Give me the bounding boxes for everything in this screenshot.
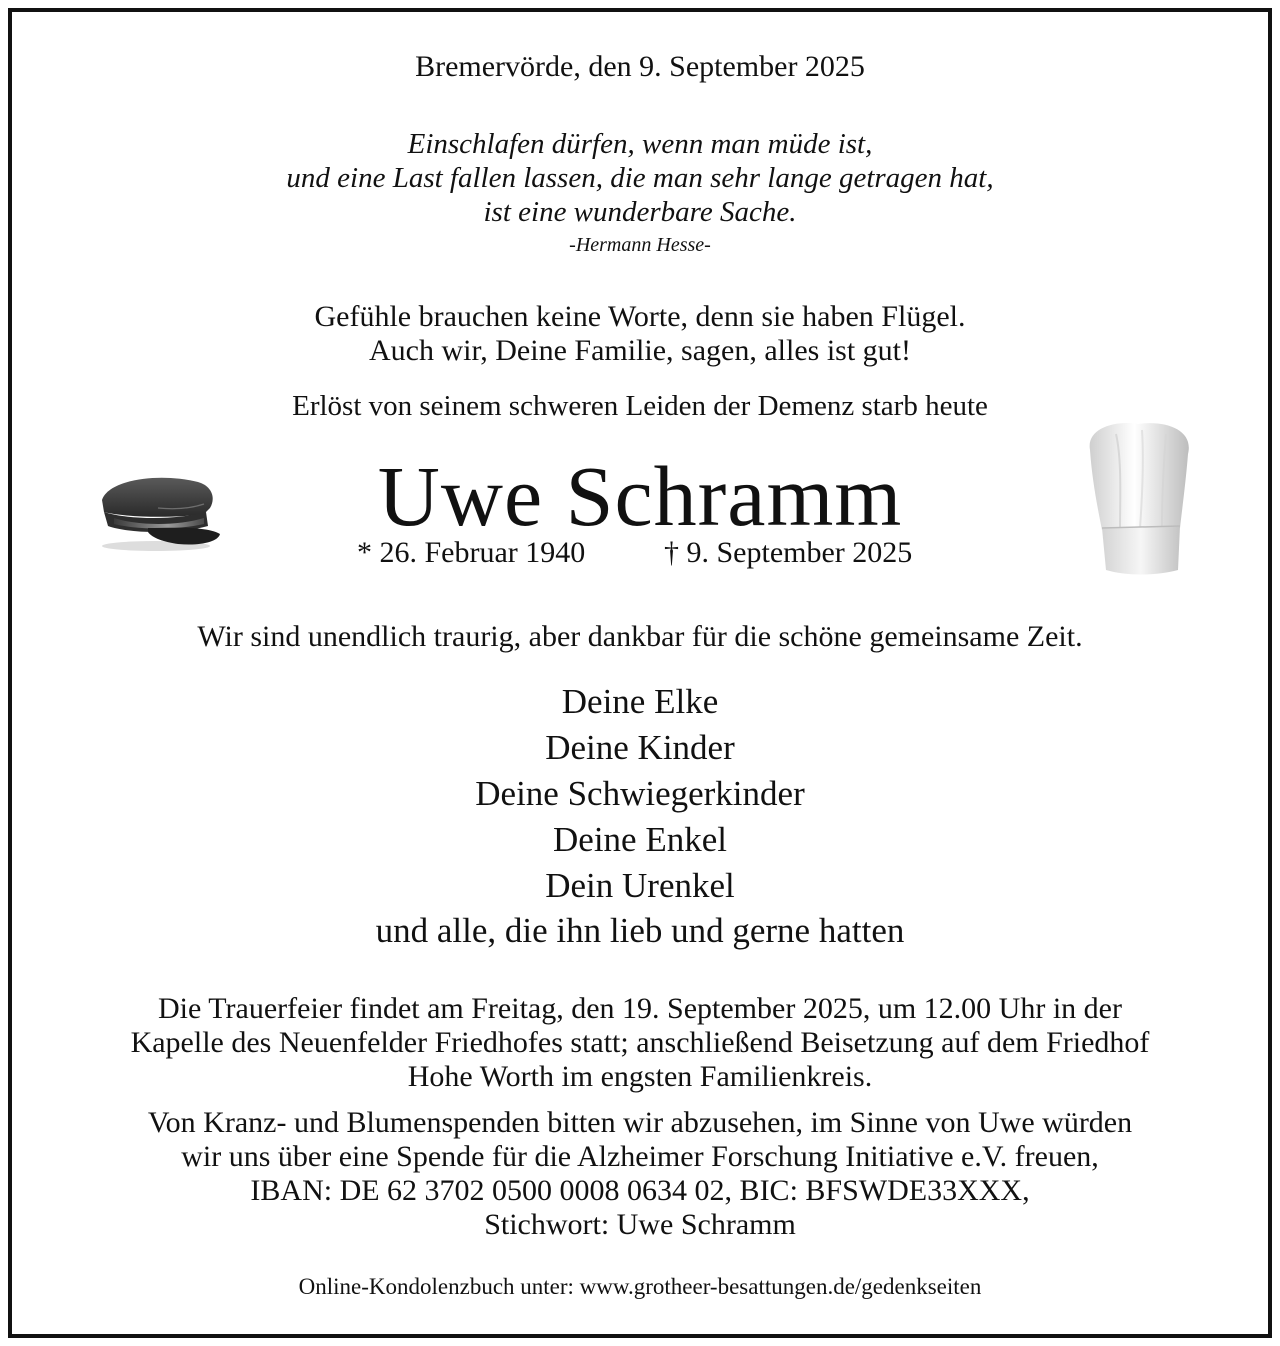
chef-hat-icon <box>1076 420 1200 578</box>
feelings-line-2: Auch wir, Deine Familie, sagen, alles ist gut! <box>368 334 911 367</box>
mourner-line: Deine Enkel <box>553 820 727 859</box>
death-intro: Erlöst von seinem schweren Leiden der Demenz starb heute <box>292 390 988 422</box>
birth-date: * 26. Februar 1940 <box>357 536 586 569</box>
deceased-name: Uwe Schramm <box>377 448 903 544</box>
donation-line-3: IBAN: DE 62 3702 0500 0008 0634 02, BIC: BFSWDE33XXX, <box>250 1174 1030 1207</box>
thanks-line: Wir sind unendlich traurig, aber dankbar für die schöne gemeinsame Zeit. <box>197 620 1083 653</box>
mourner-line: und alle, die ihn lieb und gerne hatten <box>375 911 905 950</box>
obituary-notice <box>8 8 1272 1338</box>
ceremony-line-1: Die Trauerfeier findet am Freitag, den 19. September 2025, um 12.00 Uhr in der <box>158 992 1122 1025</box>
mourner-line: Deine Schwiegerkinder <box>475 774 805 813</box>
feelings-line-1: Gefühle brauchen keine Worte, denn sie haben Flügel. <box>314 300 966 333</box>
ceremony-line-3: Hohe Worth im engsten Familienkreis. <box>407 1060 873 1093</box>
mourner-line: Deine Elke <box>561 682 719 721</box>
online-condolence-note: Online-Kondolenzbuch unter: www.grotheer-besattungen.de/gedenkseiten <box>298 1274 982 1299</box>
death-date: † 9. September 2025 <box>664 536 913 569</box>
mourner-line: Deine Kinder <box>545 728 735 767</box>
quote-author: -Hermann Hesse- <box>569 234 711 256</box>
quote-line-2: und eine Last fallen lassen, die man sehr lange getragen hat, <box>286 162 994 194</box>
donation-line-1: Von Kranz- und Blumenspenden bitten wir abzusehen, im Sinne von Uwe würden <box>147 1106 1133 1139</box>
donation-line-2: wir uns über eine Spende für die Alzheimer Forschung Initiative e.V. freuen, <box>181 1140 1099 1173</box>
donation-line-4: Stichwort: Uwe Schramm <box>484 1208 796 1241</box>
quote-line-1: Einschlafen dürfen, wenn man müde ist, <box>407 128 873 160</box>
place-date: Bremervörde, den 9. September 2025 <box>415 50 865 83</box>
ceremony-line-2: Kapelle des Neuenfelder Friedhofes statt; anschließend Beisetzung auf dem Friedhof <box>130 1026 1150 1059</box>
quote-line-3: ist eine wunderbare Sache. <box>483 196 797 228</box>
mourner-line: Dein Urenkel <box>545 866 735 905</box>
